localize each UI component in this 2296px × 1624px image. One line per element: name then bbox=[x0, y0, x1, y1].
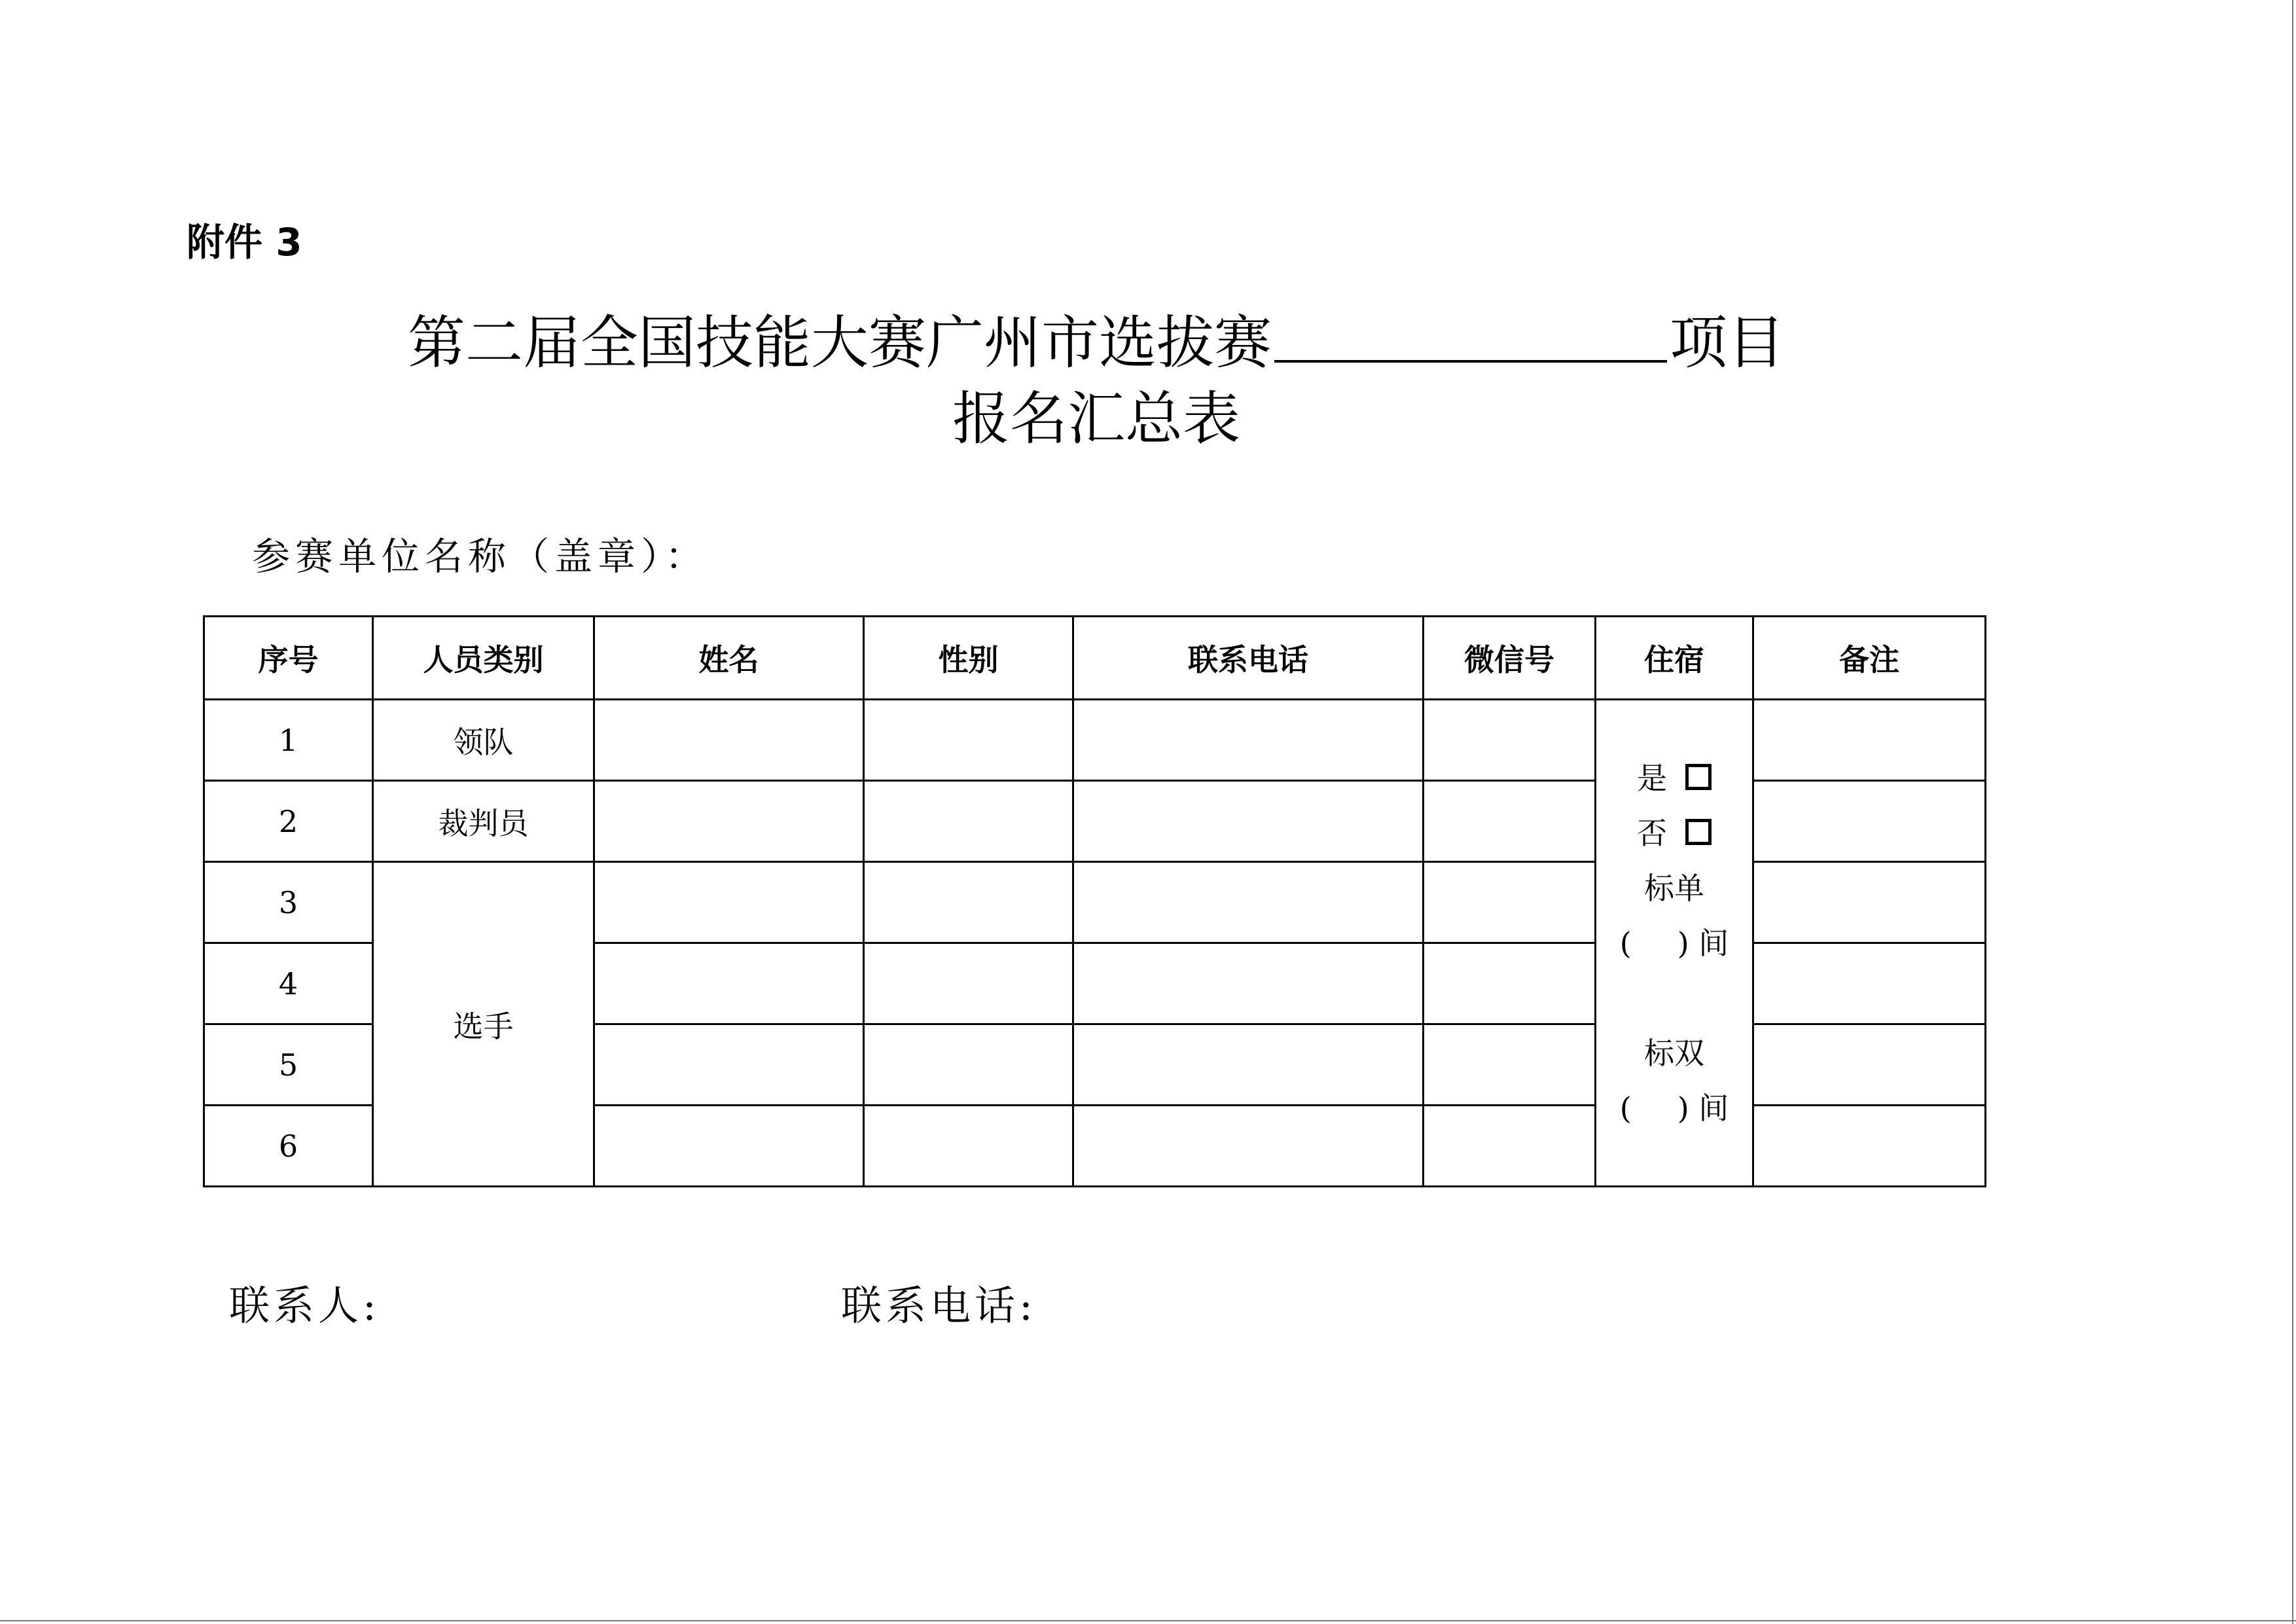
contact-phone-label: 联系电话: bbox=[841, 1282, 1037, 1329]
name-cell[interactable] bbox=[594, 943, 864, 1024]
room-unit: 间 bbox=[1698, 1090, 1729, 1126]
row-no: 6 bbox=[204, 1106, 373, 1187]
header-phone: 联系电话 bbox=[1073, 617, 1424, 700]
header-no: 序号 bbox=[204, 617, 373, 700]
form-title-line2: 报名汇总表 bbox=[952, 385, 1240, 452]
gender-cell[interactable] bbox=[864, 1024, 1073, 1106]
attachment-label: 附件 3 bbox=[187, 220, 302, 264]
header-wechat: 微信号 bbox=[1424, 617, 1596, 700]
row-no: 1 bbox=[204, 700, 373, 781]
header-gender: 性别 bbox=[864, 617, 1073, 700]
single-room-label: 标单 bbox=[1644, 870, 1704, 906]
row-category: 领队 bbox=[373, 700, 594, 781]
lodging-no-checkbox[interactable] bbox=[1685, 819, 1712, 845]
lodging-yes-label: 是 bbox=[1637, 760, 1667, 796]
gender-cell[interactable] bbox=[864, 700, 1073, 781]
double-room-label: 标双 bbox=[1644, 1035, 1704, 1071]
project-name-blank[interactable] bbox=[1274, 301, 1667, 363]
remarks-cell[interactable] bbox=[1753, 781, 1986, 862]
wechat-cell[interactable] bbox=[1424, 862, 1596, 943]
gender-cell[interactable] bbox=[864, 781, 1073, 862]
single-room-count[interactable] bbox=[1596, 916, 1752, 971]
registration-table bbox=[203, 615, 1986, 1187]
remarks-cell[interactable] bbox=[1753, 943, 1986, 1024]
remarks-cell[interactable] bbox=[1753, 1106, 1986, 1187]
name-cell[interactable] bbox=[594, 1024, 864, 1106]
lodging-yes-checkbox[interactable] bbox=[1685, 764, 1712, 790]
gender-cell[interactable] bbox=[864, 862, 1073, 943]
name-cell[interactable] bbox=[594, 700, 864, 781]
title-suffix: 项目 bbox=[1670, 309, 1785, 376]
header-name: 姓名 bbox=[594, 617, 864, 700]
phone-cell[interactable] bbox=[1073, 1024, 1424, 1106]
paren-open: ( bbox=[1619, 925, 1632, 961]
lodging-yes-option[interactable] bbox=[1596, 751, 1752, 806]
header-lodging: 住宿 bbox=[1596, 617, 1753, 700]
participating-unit-label: 参赛单位名称（盖章）： bbox=[252, 534, 709, 579]
row-no: 4 bbox=[204, 943, 373, 1024]
wechat-cell[interactable] bbox=[1424, 700, 1596, 781]
remarks-cell[interactable] bbox=[1753, 700, 1986, 781]
phone-cell[interactable] bbox=[1073, 943, 1424, 1024]
header-category: 人员类别 bbox=[373, 617, 594, 700]
contact-person-label: 联系人: bbox=[229, 1282, 380, 1329]
page-edge-right bbox=[2292, 0, 2293, 1624]
name-cell[interactable] bbox=[594, 862, 864, 943]
page-edge-bottom bbox=[0, 1620, 2296, 1621]
row-category: 选手 bbox=[373, 862, 594, 1187]
wechat-cell[interactable] bbox=[1424, 1106, 1596, 1187]
remarks-cell[interactable] bbox=[1753, 862, 1986, 943]
gender-cell[interactable] bbox=[864, 1106, 1073, 1187]
room-unit: 间 bbox=[1698, 925, 1729, 961]
row-no: 3 bbox=[204, 862, 373, 943]
paren-close: ) bbox=[1677, 925, 1689, 961]
wechat-cell[interactable] bbox=[1424, 1024, 1596, 1106]
table-row bbox=[204, 700, 1986, 781]
name-cell[interactable] bbox=[594, 781, 864, 862]
paren-open: ( bbox=[1619, 1090, 1632, 1126]
row-category: 裁判员 bbox=[373, 781, 594, 862]
remarks-cell[interactable] bbox=[1753, 1024, 1986, 1106]
phone-cell[interactable] bbox=[1073, 862, 1424, 943]
header-row bbox=[204, 617, 1986, 700]
form-title-line1 bbox=[0, 301, 2193, 382]
name-cell[interactable] bbox=[594, 1106, 864, 1187]
row-no: 2 bbox=[204, 781, 373, 862]
double-room-count[interactable] bbox=[1596, 1081, 1752, 1136]
paren-close: ) bbox=[1677, 1090, 1689, 1126]
title-prefix: 第二届全国技能大赛广州市选拔赛 bbox=[407, 309, 1272, 376]
wechat-cell[interactable] bbox=[1424, 781, 1596, 862]
header-remarks: 备注 bbox=[1753, 617, 1986, 700]
lodging-no-label: 否 bbox=[1637, 815, 1667, 851]
phone-cell[interactable] bbox=[1073, 781, 1424, 862]
wechat-cell[interactable] bbox=[1424, 943, 1596, 1024]
row-no: 5 bbox=[204, 1024, 373, 1106]
phone-cell[interactable] bbox=[1073, 700, 1424, 781]
gender-cell[interactable] bbox=[864, 943, 1073, 1024]
lodging-cell bbox=[1596, 700, 1753, 1187]
phone-cell[interactable] bbox=[1073, 1106, 1424, 1187]
lodging-no-option[interactable] bbox=[1596, 806, 1752, 861]
